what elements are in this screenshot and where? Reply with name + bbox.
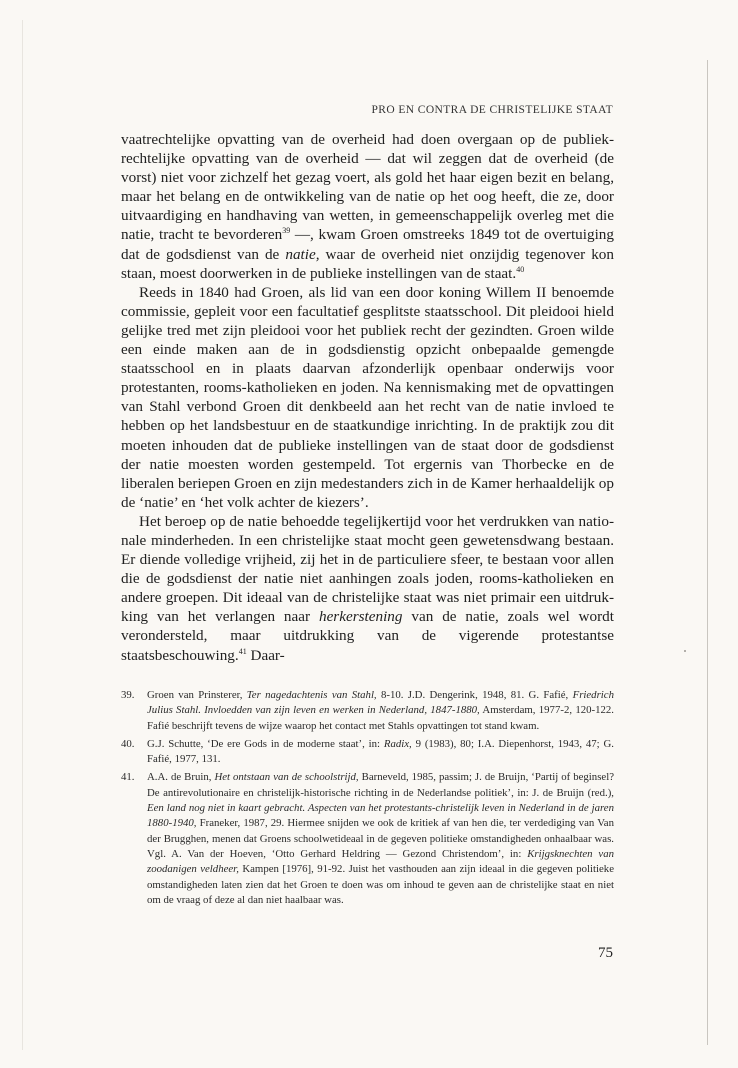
footnote-ref-41[interactable]: 41: [238, 646, 247, 656]
footnote-text: Franeker, 1987, 29. Hiermee snijden we ook de kritiek af van hen die, ter verdediging van Van der Brugghen, menen dat Groens schoolwetideaal in de gegeven politieke omstandigheden onhaalbaar was. Vgl. A. Van der Hoeven, ‘Otto Gerhard Heldring — Gezond Christendom’, in:: [147, 817, 614, 860]
footnote-text: G.J. Schutte, ‘De ere Gods in de moderne staat’, in:: [147, 737, 384, 750]
footnote-text: Amsterdam, 1977-2, 120-122. Fafié beschrijft tevens de wijze waarop het contact met Stahls opvattingen tot stand kwam.: [147, 704, 614, 732]
footnote-title: Het ontstaan van de schoolstrijd,: [214, 771, 359, 784]
running-head: PRO EN CONTRA DE CHRISTELIJKE STAAT: [371, 104, 613, 116]
footnote-text: 8-10. J.D. Dengerink, 1948, 81. G. Fafié,: [376, 689, 573, 701]
footnote-number: 41.: [121, 771, 135, 784]
footnote-text: Barneveld, 1985, passim; J. de Bruijn, ‘Partij of beginsel? De antirevolutionaire en christelijk-historische richting in de Nederlandse politiek’, in: J. de Bruijn (red.),: [147, 771, 614, 799]
footnote-title: Friedrich Julius Stahl. Invloedden van zijn leven en werken in Nederland, 1847-1880,: [147, 689, 614, 717]
footnote-39: [121, 688, 614, 734]
footnote-ref-39[interactable]: 39: [282, 226, 291, 236]
paragraph-1: vaatrechtelijke opvatting van de overheid had doen overgaan op de publiekrechtelijke opvatting van de overheid — dat wil zeggen dat de overheid (de vorst) niet voor zichzelf het gezag voert, als gold het haar eigen bezit en belang, maar het belang en de ontwikkeling van de natie op het oog heeft, die ze, door uitvaardiging en handhaving van wetten, in gemeenschappelijk overleg met die natie, tracht te bevorderen$^{39}$ —, kwam Groen omstreeks 1849 tot de overtuiging dat de godsdienst van de natie, waar de overheid niet onzijdig tegenover kon staan, moest doorwerken in de publieke instellingen van de staat.$^{40}$: [121, 131, 614, 282]
main-text: [121, 130, 614, 665]
footnote-title: Radix,: [383, 737, 412, 750]
footnote-title: Een land nog niet in kaart gebracht. Aspecten van het protestants-christelijk leven in Nederland in de jaren 1880-1940,: [147, 802, 614, 830]
footnotes: [121, 688, 614, 911]
page-edge-right: [707, 60, 708, 1045]
page-number: 75: [598, 945, 613, 961]
footnote-41: [121, 770, 614, 908]
footnote-text: 9 (1983), 80; I.A. Diepenhorst, 1943, 47; G. Fafié, 1977, 131.: [147, 737, 614, 766]
footnote-text: A.A. de Bruin,: [147, 771, 215, 784]
speck: [684, 650, 686, 652]
paragraph-2: Reeds in 1840 had Groen, als lid van een door koning Willem II benoemde commissie, gepleit voor een facultatief gesplitste staatsschool. Dit pleidooi hield gelijke tred met zijn pleidooi voor het publiek recht der gezindten. Groen wilde een einde maken aan de in godsdienstig opzicht onbepaalde gemengde staatsschool en in plaats daarvan afzonderlijk openbaar onderwijs voor protestanten, rooms-katholieken en joden. Na kennismaking met de opvattingen van Stahl verbond Groen dit denkbeeld aan het recht van de natie invloed te hebben op het landsbestuur en de staatkundige inrichting. In de praktijk zou dit moeten inhouden dat de publieke instellingen van de staat door de godsdienst der natie moesten worden gestempeld. Tot ergernis van Thorbecke en de liberalen beriepen Groen en zijn medestanders zich in de Kamer herhaaldelijk op de ‘natie’ en ‘het volk achter de kiezers’.: [121, 283, 614, 511]
footnote-text: Groen van Prinsterer,: [147, 689, 247, 701]
footnote-number: 40.: [121, 737, 135, 750]
footnote-40: [121, 737, 614, 768]
paragraph-3: Het beroep op de natie behoedde tegelijkertijd voor het verdrukken van nationale minderheden. In een christelijke staat mocht geen gewetensdwang bestaan. Er diende volledige vrijheid, zij het in de particuliere sfeer, te bestaan voor allen die de godsdienst der natie niet aanhingen zoals joden, rooms-katholieken en andere groepen. Dit ideaal van de christelijke staat was niet primair een uitdrukking van het verlangen naar herkerstening van de natie, zoals wel wordt verondersteld, maar uitdrukking van de vigerende protestantse staatsbeschouwing.$^{41}$ Daar-: [121, 512, 614, 664]
footnote-title: Ter nagedachtenis van Stahl,: [246, 689, 377, 701]
footnote-text: Kampen [1976], 91-92. Juist het vasthouden aan zijn ideaal in die gegeven politieke omstandigheden laten zien dat het Groen te doen was om inhoud te geven aan de christelijke staat en niet om de vraag of deze al dan niet haalbaar was.: [147, 863, 614, 906]
footnote-ref-40[interactable]: 40: [516, 264, 525, 274]
footnote-number: 39.: [121, 689, 135, 701]
footnote-title: Krijgsknechten van zoodanigen veldheer,: [147, 847, 615, 876]
page-edge-left: [22, 20, 23, 1050]
